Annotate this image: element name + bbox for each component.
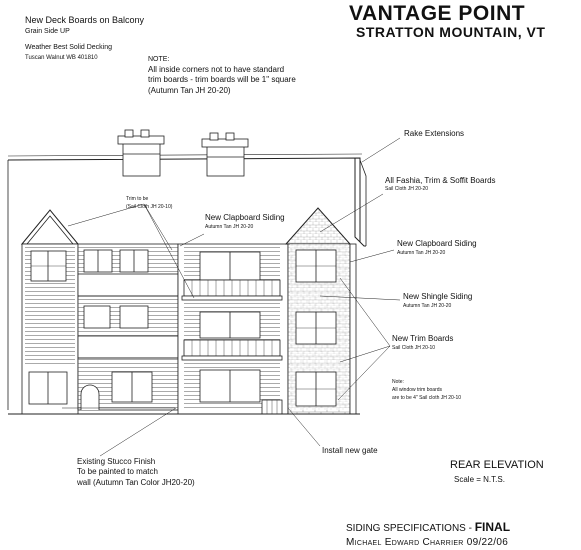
decking-note-line2: Tuscan Walnut WB 401810 [25, 55, 98, 61]
left-tower [22, 210, 78, 414]
stucco-note-line2: To be painted to match [77, 467, 158, 476]
callout-clapboard-right-color: Autumn Tan JH 20-20 [397, 250, 446, 256]
right-tower [286, 208, 356, 414]
callout-trimboards-color: Sail Cloth JH 20-10 [392, 345, 436, 351]
author-date: Michael Edward Charrier 09/22/06 [346, 537, 509, 548]
stucco-note-line1: Existing Stucco Finish [77, 457, 156, 466]
callout-trimboards: New Trim Boards [392, 334, 454, 343]
callout-shingle-color: Autumn Tan JH 20-20 [403, 303, 452, 309]
deck-note-line1: New Deck Boards on Balcony [25, 15, 145, 25]
callout-gate: Install new gate [322, 446, 378, 455]
callout-trim-color: (Sail Cloth JH 20-10) [126, 204, 173, 210]
chimney-left [118, 130, 164, 176]
note-line1: All inside corners not to have standard [148, 65, 285, 74]
spec-status: FINAL [474, 520, 511, 534]
scale-label: Scale = N.T.S. [454, 475, 505, 484]
central-balconies [178, 244, 288, 414]
project-title: VANTAGE POINT [349, 2, 526, 25]
decking-note-line1: Weather Best Solid Decking [25, 44, 113, 51]
callout-trim-to-be: Trim to be [126, 196, 149, 202]
project-location: STRATTON MOUNTAIN, VT [356, 24, 546, 40]
spec-title: SIDING SPECIFICATIONS - [346, 523, 472, 534]
callout-fascia: All Fashia, Trim & Soffit Boards [385, 176, 496, 185]
note-line2: trim boards - trim boards will be 1" square [148, 75, 296, 84]
callout-rake: Rake Extensions [404, 129, 465, 138]
window-note-line1: All window trim boards [392, 387, 443, 393]
callout-clapboard-upper-color: Autumn Tan JH 20-20 [205, 224, 254, 230]
note-line3: (Autumn Tan JH 20-20) [148, 86, 231, 95]
spec-label [346, 521, 510, 534]
window-note-title: Note: [392, 379, 404, 385]
left-wing [62, 244, 178, 410]
callout-clapboard-right: New Clapboard Siding [397, 239, 477, 248]
callout-clapboard-upper: New Clapboard Siding [205, 213, 285, 222]
chimney-right [202, 133, 248, 176]
note-title: NOTE: [148, 56, 170, 63]
stucco-note-line3: wall (Autumn Tan Color JH20-20) [77, 478, 195, 487]
window-note-line2: are to be 4" Sail cloth JH 20-10 [392, 395, 462, 401]
callout-fascia-color: Sail Cloth JH 20-20 [385, 186, 429, 192]
callout-shingle: New Shingle Siding [403, 292, 473, 301]
elevation-label: REAR ELEVATION [450, 459, 544, 471]
deck-note-line2: Grain Side UP [25, 28, 70, 35]
